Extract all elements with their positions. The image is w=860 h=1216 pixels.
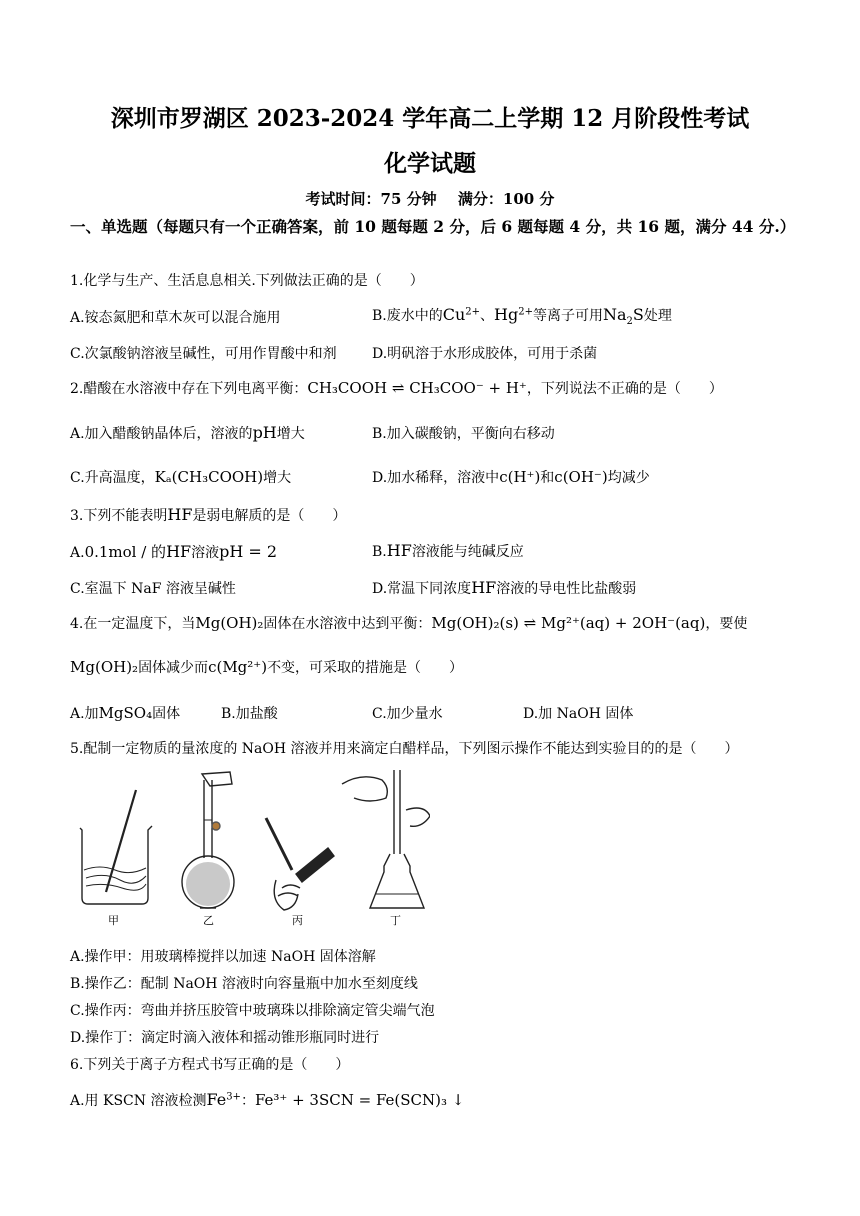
section-heading: 一、单选题（每题只有一个正确答案，前 10 题每题 2 分，后 6 题每题 4 分，共 16 题，满分 44 分.） [70,217,796,236]
q5-option-a: A.操作甲：用玻璃棒搅拌以加速 NaOH 固体溶解 [70,949,376,965]
q3-d-post: 溶液的导电性比盐酸弱 [496,581,637,597]
q4-a-salt: MgSO₄ [98,704,153,722]
figure-label-ding: 丁 [390,915,401,927]
q6-a-ion-charge: 3+ [226,1091,241,1103]
q4-a-post: 固体 [152,706,181,722]
q2-equation: CH₃COOH ⇌ CH₃COO⁻ + H⁺ [307,379,527,397]
q5-option-b: B.操作乙：配制 NaOH 溶液时向容量瓶中加水至刻度线 [70,976,418,992]
q6-stem: 6.下列关于离子方程式书写正确的是（ ） [70,1057,350,1073]
q2-option-c [70,467,291,487]
q1-b-ion1: Cu [442,305,466,324]
q2-c-post: 增大 [263,470,292,486]
q1-b-reagent: Na [603,305,627,324]
q4-stem [70,613,747,633]
q2-option-a [70,423,305,443]
q4-option-c: C.加少量水 [372,706,443,722]
q3-option-b [372,541,524,561]
q1-b-pre: B.废水中的 [372,308,443,324]
q2-stem-pre: 2.醋酸在水溶液中存在下列电离平衡： [70,381,308,397]
exam-time: 考试时间：75 分钟 [305,190,437,208]
q4-stem-pre: 4.在一定温度下，当 [70,616,196,632]
q1-option-a: A.铵态氮肥和草木灰可以混合施用 [70,310,281,326]
q3-a-pre: A. [70,545,85,561]
q1-option-d: D.明矾溶于水形成胶体，可用于杀菌 [372,346,598,362]
q4-line2-c: c(Mg²⁺) [208,658,268,676]
q3-d-hf: HF [471,578,497,597]
q2-stem-post: ，下列说法不正确的是（ ） [526,381,723,397]
figure-volumetric-flask [182,772,234,908]
q4-stem-tail: ，要使 [705,616,748,632]
figure-label-jia: 甲 [108,915,119,927]
q3-stem-hf: HF [167,505,193,524]
q2-stem [70,378,723,398]
figure-label-bing: 丙 [292,915,303,927]
q1-option-c: C.次氯酸钠溶液呈碱性，可用作胃酸中和剂 [70,346,337,362]
q1-b-mid: 等离子可用 [533,308,603,324]
exam-score: 满分：100 分 [457,190,555,208]
q1-b-ion2-charge: 2+ [518,306,533,318]
q2-d-h: c(H⁺) [499,468,541,486]
q3-b-pre: B. [372,544,387,560]
q1-b-sep: 、 [480,308,495,324]
exam-subtitle: 化学试题 [384,150,476,177]
q2-d-and: 和 [540,470,555,486]
q2-d-oh: c(OH⁻) [554,468,608,486]
lab-operations-figure [70,770,430,930]
q2-c-pre: C.升高温度， [70,470,155,486]
q3-b-hf: HF [386,541,412,560]
figure-label-yi: 乙 [203,915,214,927]
q2-option-b: B.加入碳酸钠，平衡向右移动 [372,426,555,442]
q3-stem-post: 是弱电解质的是（ ） [192,508,347,524]
q3-option-d [372,578,636,598]
q3-a-ph: pH = 2 [219,542,278,561]
q6-a-equation: Fe³⁺ + 3SCN = Fe(SCN)₃ ↓ [254,1091,465,1109]
q1-option-b [372,305,672,327]
q1-b-post: 处理 [643,308,672,324]
q4-a-pre: A.加 [70,706,99,722]
q3-option-c: C.室温下 NaF 溶液呈碱性 [70,581,236,597]
q2-a-ph: pH [252,423,277,442]
q4-equation: Mg(OH)₂(s) ⇌ Mg²⁺(aq) + 2OH⁻(aq) [431,614,706,632]
q1-b-reagent-tail: S [632,305,644,324]
q2-option-d [372,467,650,487]
q1-b-reagent-sub: 2 [626,315,633,327]
q3-d-pre: D.常温下同浓度 [372,581,472,597]
q5-option-c: C.操作丙：弯曲并挤压胶管中玻璃珠以排除滴定管尖端气泡 [70,1003,435,1019]
q1-b-ion2: Hg [494,305,519,324]
q3-a-hf: HF [166,542,192,561]
q5-option-d: D.操作丁：滴定时滴入液体和摇动锥形瓶同时进行 [70,1030,380,1046]
q3-a-mid: 溶液 [191,545,220,561]
q4-option-d: D.加 NaOH 固体 [523,706,634,722]
q6-option-a [70,1090,464,1110]
q2-a-pre: A.加入醋酸钠晶体后，溶液的 [70,426,253,442]
q4-line2-mid: 固体减少而 [138,660,209,676]
q6-a-colon: ： [240,1093,255,1109]
q6-a-pre: A.用 KSCN 溶液检测 [70,1093,207,1109]
q6-a-ion: Fe [206,1090,227,1109]
q3-stem-pre: 3.下列不能表明 [70,508,168,524]
q3-stem [70,505,346,525]
q4-option-a [70,703,180,723]
q1-b-ion1-charge: 2+ [465,306,481,318]
q3-b-post: 溶液能与纯碱反应 [411,544,524,560]
exam-meta [0,188,860,209]
figure-burette [266,818,334,910]
q4-line2-mg: Mg(OH)₂ [70,658,139,676]
q2-a-post: 增大 [276,426,305,442]
q4-stem-mid: 固体在水溶液中达到平衡： [263,616,432,632]
q3-a-conc: 0.1mol / 的 [84,543,167,561]
q2-d-pre: D.加水稀释，溶液中 [372,470,500,486]
q4-mg: Mg(OH)₂ [195,614,264,632]
q2-d-post: 均减少 [607,470,650,486]
q1-stem: 1.化学与生产、生活息息相关.下列做法正确的是（ ） [70,273,424,289]
figure-beaker [80,790,152,904]
exam-title: 深圳市罗湖区 2023-2024 学年高二上学期 12 月阶段性考试 [110,105,750,132]
q4-stem-line2 [70,657,463,677]
q5-stem: 5.配制一定物质的量浓度的 NaOH 溶液并用来滴定白醋样品，下列图示操作不能达到实验目的的是（ ） [70,741,739,757]
q3-option-a [70,541,277,562]
q4-option-b: B.加盐酸 [221,706,278,722]
q2-c-k: Kₐ(CH₃COOH) [154,468,264,486]
figure-titration [342,770,430,908]
q4-line2-post: 不变，可采取的措施是（ ） [267,660,464,676]
